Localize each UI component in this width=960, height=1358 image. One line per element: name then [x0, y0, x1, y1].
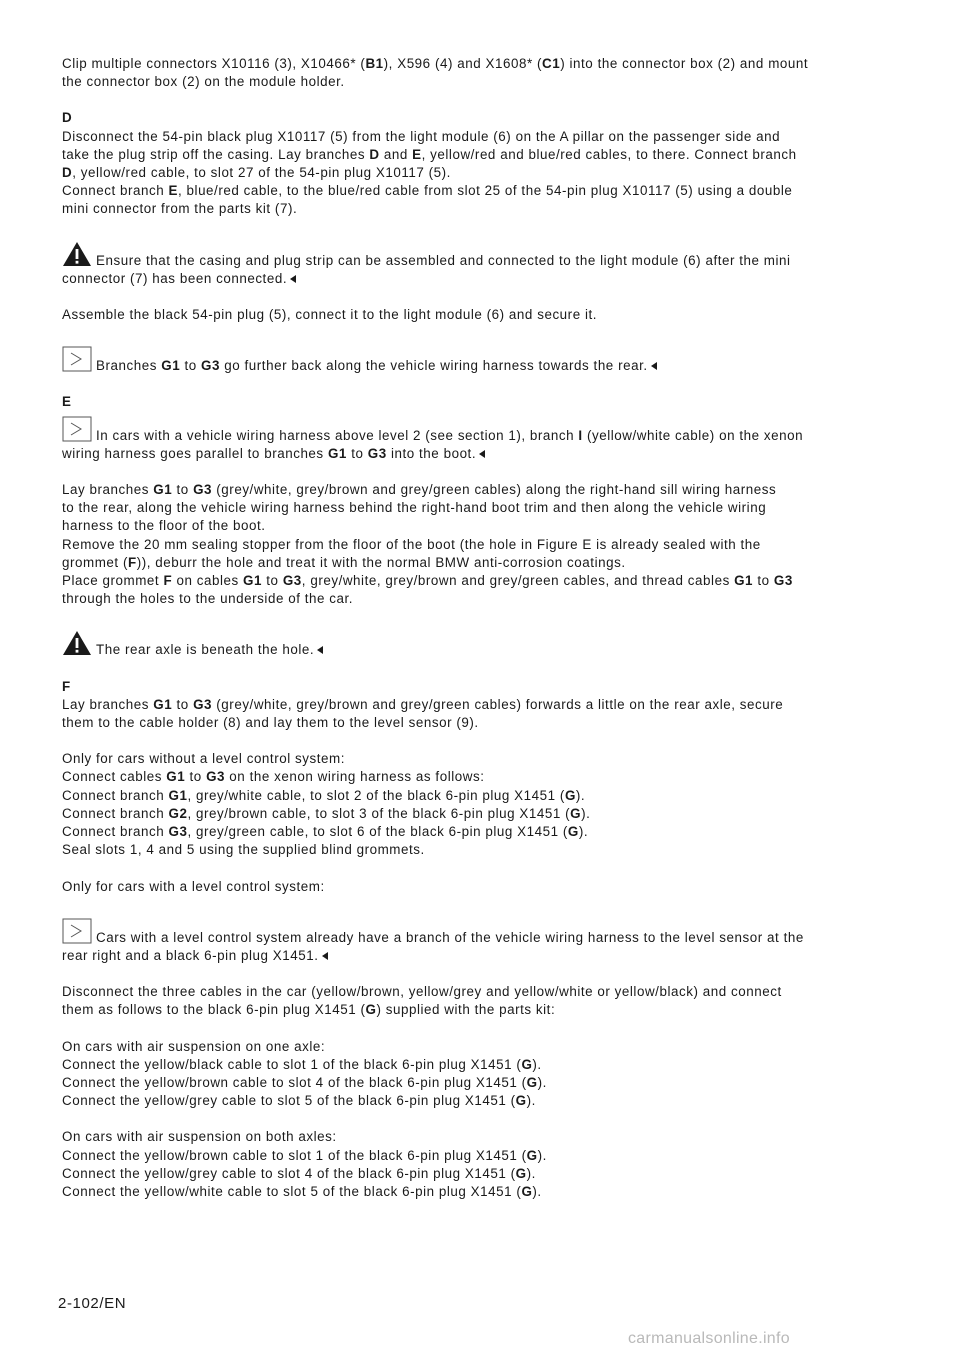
end-mark-icon [322, 952, 328, 960]
section-e-paragraph: Lay branches G1 to G3 (grey/white, grey/brown and grey/green cables) along the right-hand sill wiring harness to the rear, along the vehicle wiring harness behind the right-hand boot trim and then along the vehicle wiring harness to the floor of the boot. Remove the 20 mm sealing stopper from the floor of the boot (the hole in Figure E is already sealed with the grommet (F)), deburr the hole and treat it with the normal BMW anti-corrosion coatings. Place grommet F on cables G1 to G3, grey/white, grey/brown and grey/green cables, and thread cables G1 to G3 through the holes to the underside of the car. [62, 482, 793, 607]
without-level-control-paragraph: Only for cars without a level control system: Connect cables G1 to G3 on the xenon wiring harness as follows: Connect branch G1, grey/white cable, to slot 2 of the black 6-pin plug X1451 (G). Connect branch G2, grey/brown cable, to slot 3 of the black 6-pin plug X1451 (G). Connect branch G3, grey/green cable, to slot 6 of the black 6-pin plug X1451 (G). Seal slots 1, 4 and 5 using the supplied blind grommets. [62, 751, 591, 858]
disconnect-paragraph: Disconnect the three cables in the car (yellow/brown, yellow/grey and yellow/white or yellow/black) and connect them as follows to the black 6-pin plug X1451 (G) supplied with the parts kit: [62, 984, 782, 1018]
section-e-heading: E [62, 394, 72, 410]
both-axles-paragraph: On cars with air suspension on both axles: Connect the yellow/brown cable to slot 1 of the black 6-pin plug X1451 (G). Connect the yellow/grey cable to slot 4 of the black 6-pin plug X1451 (G). Connect the yellow/white cable to slot 5 of the black 6-pin plug X1451 (G). [62, 1129, 547, 1199]
section-e-heading-block [62, 393, 877, 411]
warning-triangle-icon [62, 241, 92, 267]
end-mark-icon [317, 646, 323, 654]
with-level-control-title: Only for cars with a level control system: [62, 878, 325, 894]
page-number: 2-102/EN [58, 1295, 127, 1312]
note-branches-rear: Branches G1 to G3 go further back along the vehicle wiring harness towards the rear. [62, 346, 877, 375]
watermark: carmanualsonline.info [628, 1330, 790, 1347]
warning-casing: Ensure that the casing and plug strip can be assembled and connected to the light module (6) after the mini connector (7) has been connected. [62, 241, 877, 288]
end-mark-icon [651, 362, 657, 370]
one-axle-paragraph: On cars with air suspension on one axle: Connect the yellow/black cable to slot 1 of the black 6-pin plug X1451 (G). Connect the yellow/brown cable to slot 4 of the black 6-pin plug X1451 (G). Connect the yellow/grey cable to slot 5 of the black 6-pin plug X1451 (G). [62, 1038, 547, 1109]
note-corner-icon [62, 346, 92, 372]
warning-rear-axle: The rear axle is beneath the hole. [62, 630, 877, 659]
assemble-paragraph: Assemble the black 54-pin plug (5), connect it to the light module (6) and secure it. [62, 307, 598, 323]
note-corner-icon [62, 918, 92, 944]
section-f-paragraph: F Lay branches G1 to G3 (grey/white, grey/brown and grey/green cables) forwards a little on the rear axle, secure them to the cable holder (8) and lay them to the level sensor (9). [62, 678, 877, 733]
intro-paragraph: Clip multiple connectors X10116 (3), X10466* (B1), X596 (4) and X1608* (C1) into the connector box (2) and mount the connector box (2) on the module holder. [62, 56, 809, 90]
warning-triangle-icon [62, 630, 92, 656]
end-mark-icon [290, 275, 296, 283]
section-f-heading: F [62, 678, 71, 694]
end-mark-icon [479, 450, 485, 458]
section-d-heading: D [62, 110, 73, 126]
document-body [62, 55, 877, 1219]
section-d-paragraph: D Disconnect the 54-pin black plug X10117 (5) from the light module (6) on the A pillar on the passenger side and take the plug strip off the casing. Lay branches D and E, yellow/red and blue/red cables, to there. Connect branch D, yellow/red cable, to slot 27 of the 54-pin plug X10117 (5). Connect branch E, blue/red cable, to the blue/red cable from slot 25 of the 54-pin plug X10117 (5) using a double mini connector from the parts kit (7). [62, 109, 877, 218]
note-level-sensor: Cars with a level control system already have a branch of the vehicle wiring harness to the level sensor at the rear right and a black 6-pin plug X1451. [62, 918, 877, 965]
note-corner-icon [62, 416, 92, 442]
note-xenon: In cars with a vehicle wiring harness above level 2 (see section 1), branch I (yellow/white cable) on the xenon wiring harness goes parallel to branches G1 to G3 into the boot. [62, 416, 877, 463]
